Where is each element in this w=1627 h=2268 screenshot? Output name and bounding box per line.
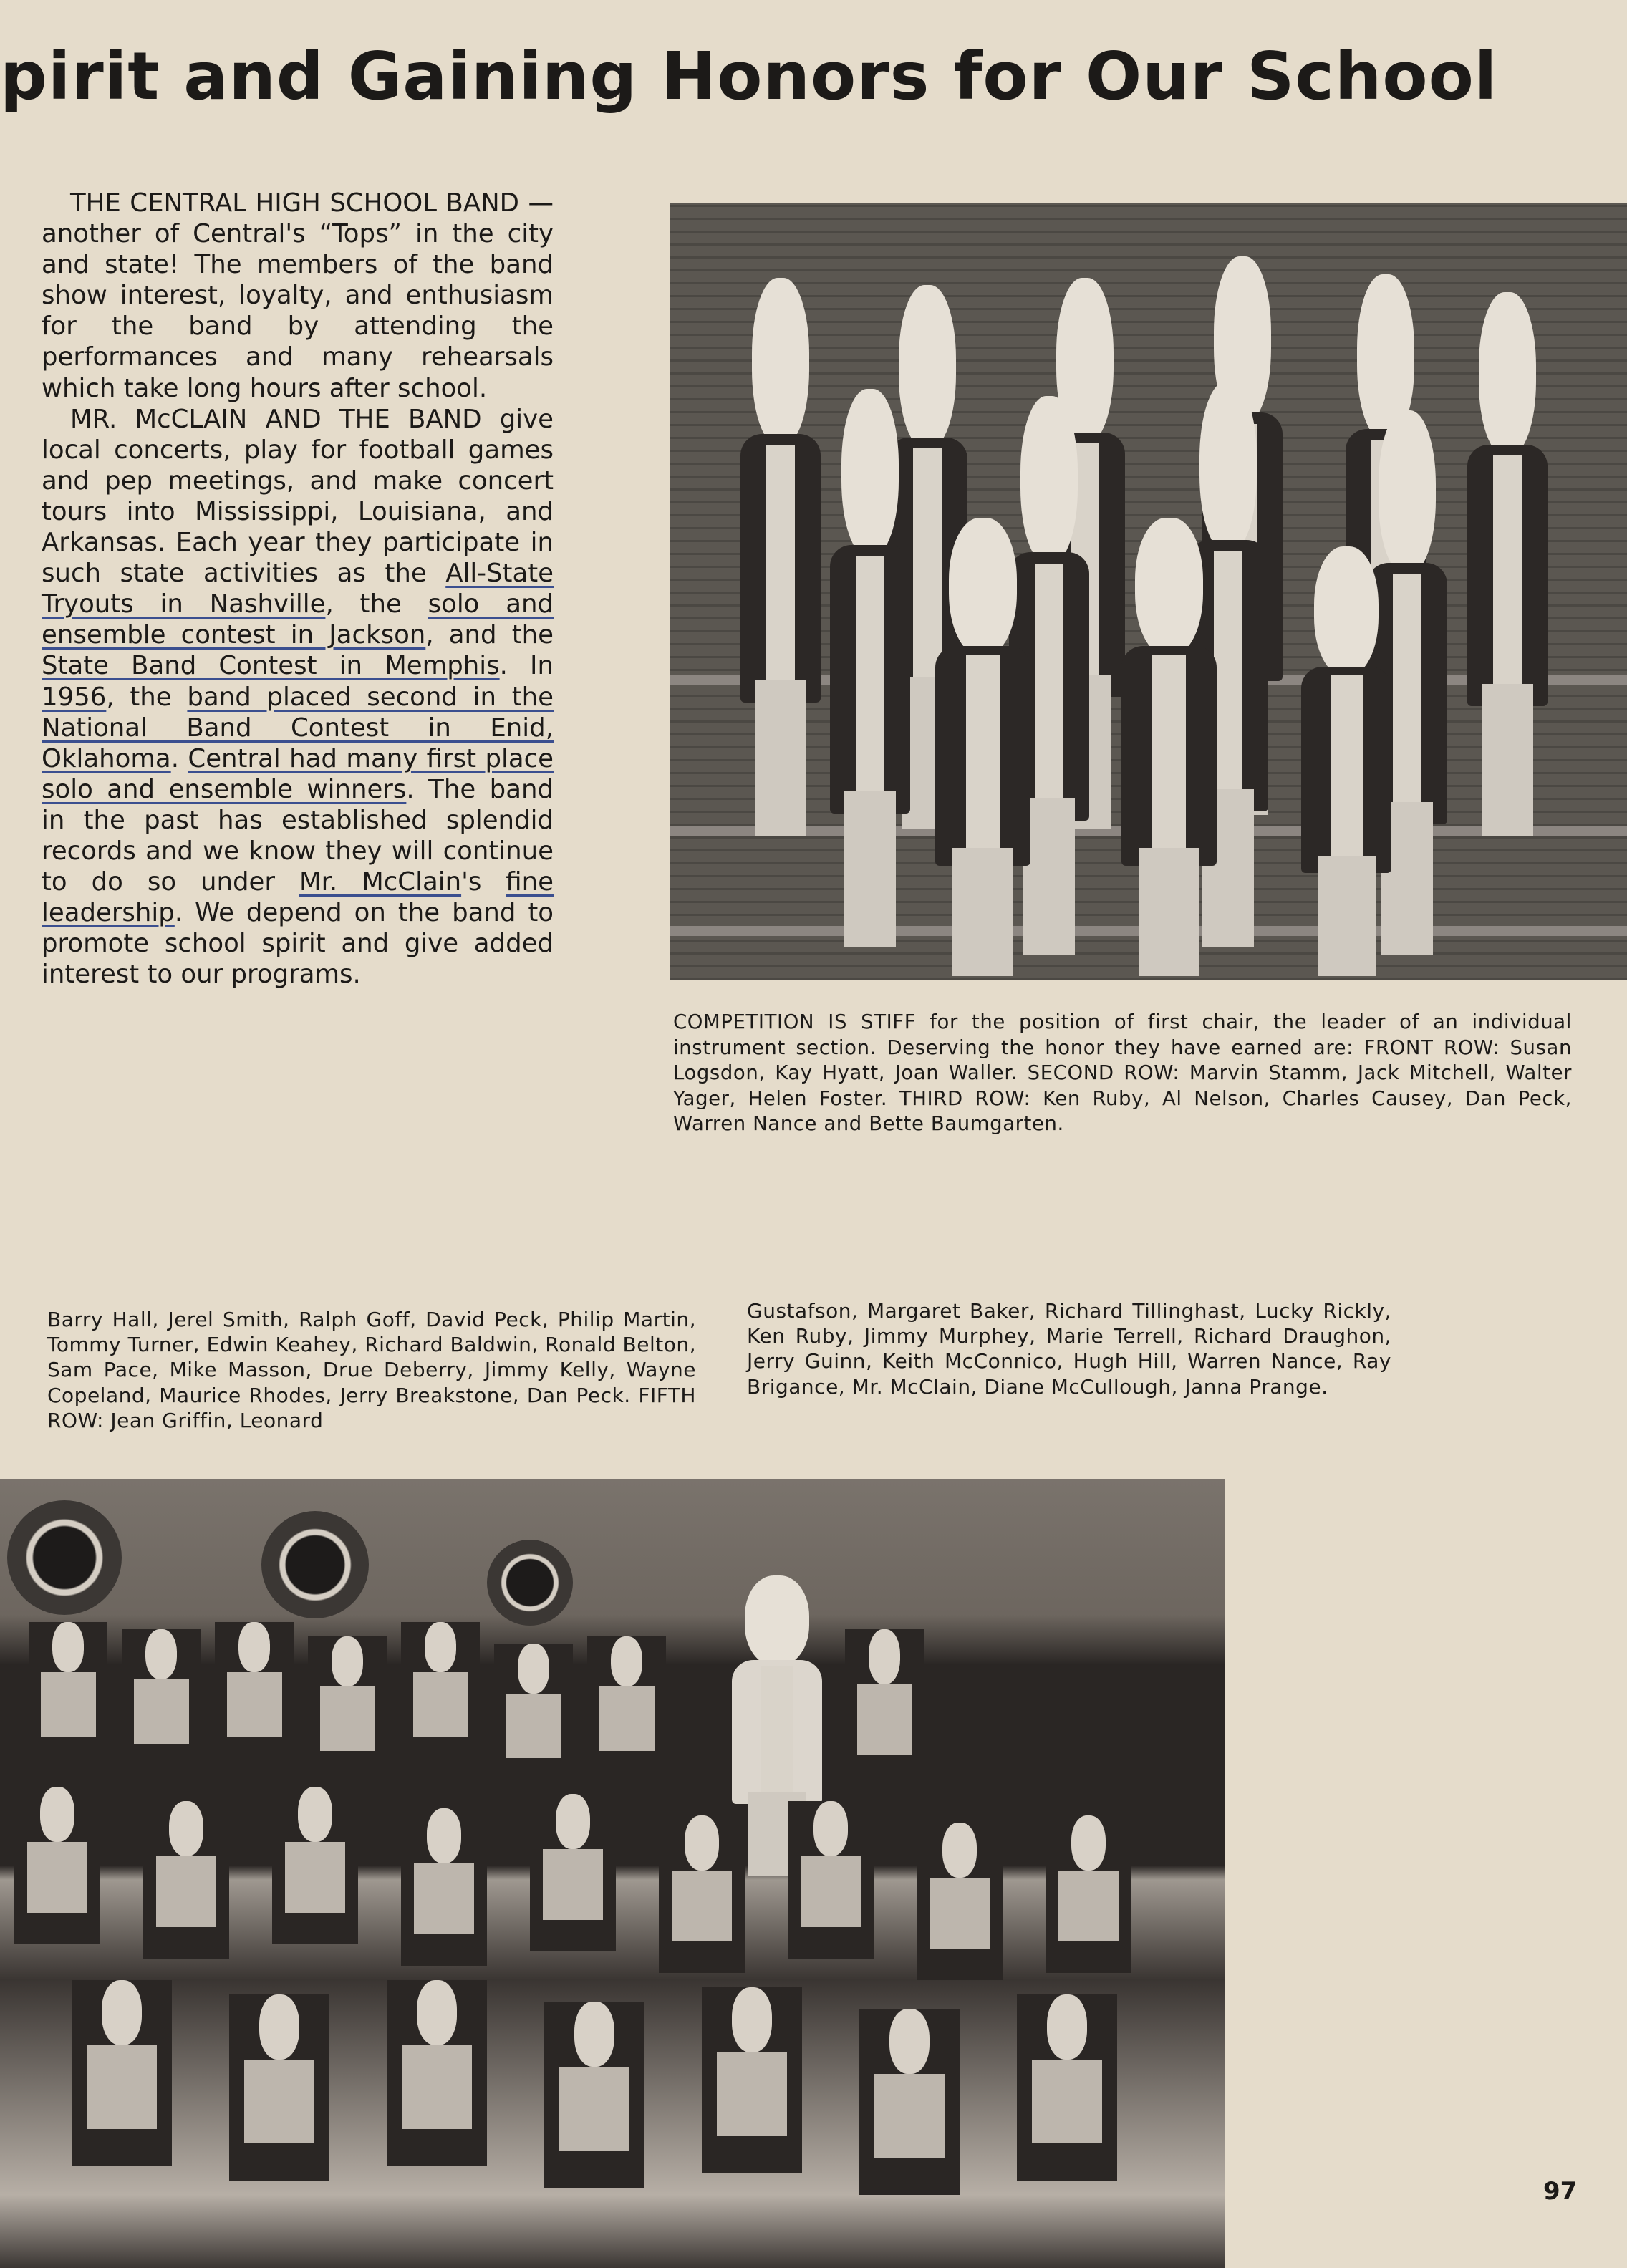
page-number: 97: [1543, 2177, 1578, 2206]
seated-musician: [143, 1801, 229, 1959]
underlined-phrase: State Band Contest in Memphis: [42, 651, 500, 681]
band-roster-right: Gustafson, Margaret Baker, Richard Tillinghast, Lucky Rickly, Ken Ruby, Jimmy Murphey, Marie Terrell, Richard Draughon, Jerry Guinn, Keith McConnico, Hugh Hill, Warren Nance, Ray Brigance, Mr. McClain, Diane McCullough, Janna Prange.: [747, 1299, 1391, 1399]
seated-musician: [659, 1815, 745, 1973]
sousaphone-bell: [261, 1511, 369, 1618]
photo-caption: COMPETITION IS STIFF for the position of first chair, the leader of an individual instrument section. Deserving the honor they have earned are: FRONT ROW: Susan Logsdon, Kay Hyatt, Joan Waller. SECOND ROW: Marvin Stamm, Jack Mitchell, Walter Yager, Helen Foster. THIRD ROW: Ken Ruby, Al Nelson, Charles Causey, Dan Peck, Warren Nance and Bette Baumgarten.: [673, 1010, 1572, 1135]
seated-musician: [1017, 1994, 1117, 2181]
full-band-photo: [0, 1479, 1225, 2268]
seated-musician: [401, 1622, 480, 1765]
page-headline: pirit and Gaining Honors for Our School: [0, 38, 1498, 115]
band-member: [949, 518, 1017, 976]
seated-musician: [530, 1794, 616, 1951]
seated-musician: [387, 1980, 487, 2166]
seated-musician: [1046, 1815, 1131, 1973]
seated-musician: [702, 1987, 802, 2173]
seated-musician: [917, 1823, 1003, 1980]
underlined-phrase: All-State Tryouts in Nashville: [42, 559, 554, 619]
underlined-phrase: solo and ensemble contest in Jackson: [42, 589, 554, 650]
sousaphone-bell: [487, 1540, 573, 1626]
underlined-phrase: Mr. McClain: [299, 867, 462, 897]
seated-musician: [72, 1980, 172, 2166]
band-member: [1479, 292, 1536, 836]
seated-musician: [788, 1801, 874, 1959]
seated-musician: [272, 1787, 358, 1944]
seated-musician: [14, 1787, 100, 1944]
seated-musician: [859, 2009, 960, 2195]
band-member: [752, 278, 809, 836]
seated-musician: [587, 1636, 666, 1780]
seated-musician: [122, 1629, 201, 1772]
band-roster-left: Barry Hall, Jerel Smith, Ralph Goff, David Peck, Philip Martin, Tommy Turner, Edwin Keahey, Richard Baldwin, Ronald Belton, Sam Pace, Mike Masson, Drue Deberry, Jimmy Kelly, Wayne Copeland, Maurice Rhodes, Jerry Breakstone, Dan Peck. FIFTH ROW: Jean Griffin, Leonard: [47, 1308, 696, 1432]
band-member: [841, 389, 899, 947]
band-member: [1314, 546, 1379, 976]
seated-musician: [845, 1629, 924, 1787]
seated-musician: [401, 1808, 487, 1966]
seated-musician: [215, 1622, 294, 1765]
first-chair-group-photo: [670, 203, 1627, 980]
sousaphone-bell: [7, 1500, 122, 1615]
seated-musician: [229, 1994, 329, 2181]
seated-musician: [494, 1644, 573, 1787]
article-paragraph-1: THE CENTRAL HIGH SCHOOL BAND —another of Central's “Tops” in the city and state! The members of the band show interest, loyalty, and enthusiasm for the band by attending the performances and many rehearsals which take long hours after school.: [42, 188, 554, 403]
seated-musician: [29, 1622, 107, 1765]
underlined-phrase: fine leadership: [42, 867, 554, 928]
band-member: [1135, 518, 1203, 976]
underlined-phrase: Central had many first place solo and ensemble winners: [42, 743, 554, 804]
seated-musician: [544, 2002, 644, 2188]
underlined-phrase: 1956: [42, 682, 107, 712]
seated-musician: [308, 1636, 387, 1780]
article-body: [42, 188, 554, 990]
article-paragraph-2: MR. McCLAIN AND THE BAND give local concerts, play for football games and pep meetings, and make concert tours into Mississippi, Louisiana, and Arkansas. Each year they participate in such state activities as the All-State Tryouts in Nashville, the solo and ensemble contest in Jackson, and the State Band Contest in Memphis. In 1956, the band placed second in the National Band Contest in Enid, Oklahoma. Central had many first place solo and ensemble winners. The band in the past has established splendid records and we know they will continue to do so under Mr. McClain's fine leadership. We depend on the band to promote school spirit and give added interest to our programs.: [42, 404, 554, 990]
underlined-phrase: band placed second in the National Band Contest in Enid, Oklahoma: [42, 682, 554, 773]
